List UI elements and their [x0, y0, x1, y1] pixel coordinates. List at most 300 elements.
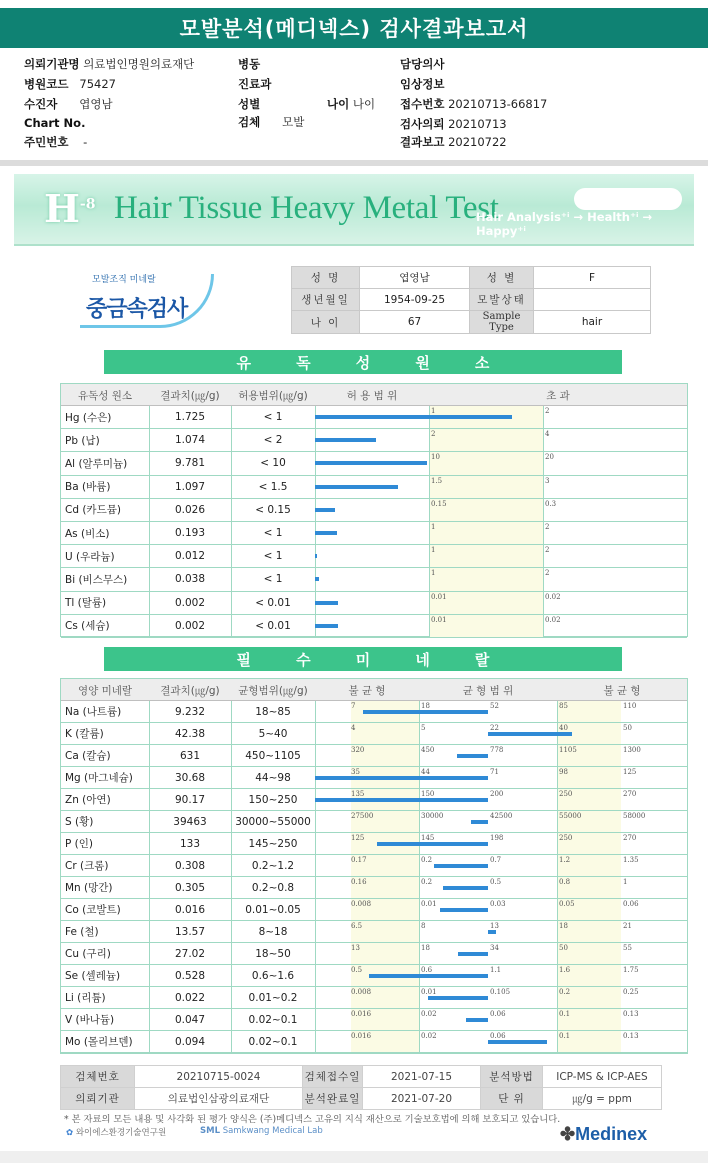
unit-label: 단 위: [481, 1088, 543, 1110]
req-inst: 의료법인명원의료재단: [83, 57, 195, 71]
tick-label: 0.008: [351, 988, 372, 996]
result-bar: [315, 438, 376, 442]
tick-label: 0.016: [351, 1010, 372, 1018]
mineral-name: Ca (칼슘): [65, 750, 111, 762]
result-bar: [315, 776, 488, 780]
range-value: 0.2~1.2: [251, 859, 295, 872]
tick-label: 42500: [490, 812, 513, 820]
tick-label: 34: [490, 944, 499, 952]
report-title: 모발분석(메디넥스) 검사결과보고서: [0, 8, 708, 48]
unit: ㎍/g = ppm: [543, 1088, 662, 1110]
req-inst-label: 의뢰기관명: [24, 57, 80, 71]
mineral-table: [60, 678, 688, 1054]
banner-title: Hair Tissue Heavy Metal Test: [114, 190, 499, 226]
footer-table: [60, 1065, 662, 1110]
mineral-row: [61, 1009, 687, 1031]
toxic-row: [61, 592, 687, 615]
toxic-section-header: 유 독 성 원 소: [104, 350, 622, 374]
mineral-row: [61, 811, 687, 833]
method-label: 분석방법: [481, 1066, 543, 1088]
mineral-name: Li (리튬): [65, 992, 106, 1004]
toxic-row: [61, 429, 687, 452]
tick-label: 10: [431, 453, 440, 462]
result-bar: [443, 886, 488, 890]
result-value: 27.02: [174, 947, 206, 960]
tick-label: 2: [431, 430, 436, 439]
result-bar: [315, 554, 317, 558]
report-info: [0, 50, 708, 154]
mineral-row: [61, 767, 687, 789]
result-value: 0.094: [174, 1035, 206, 1048]
name-label: 성 명: [292, 267, 360, 289]
tick-label: 0.03: [490, 900, 506, 908]
tick-label: 270: [623, 834, 637, 842]
tick-label: 125: [351, 834, 365, 842]
mineral-name: Co (코발트): [65, 904, 121, 916]
mineral-row: [61, 899, 687, 921]
result-value: 39463: [173, 815, 207, 828]
element-name: Al (알루미늄): [65, 457, 128, 470]
tick-label: 7: [351, 702, 356, 710]
tick-label: 22: [490, 724, 499, 732]
range-value: 0.02~0.1: [248, 1035, 298, 1048]
tick-label: 44: [421, 768, 430, 776]
tick-label: 110: [623, 702, 637, 710]
req-org: 의료법인삼광의료재단: [135, 1088, 303, 1110]
dob-label: 생년월일: [292, 289, 360, 311]
tick-label: 2: [545, 546, 550, 555]
toxic-row: [61, 545, 687, 568]
medinex-icon: ✤: [560, 1124, 576, 1144]
result-bar: [471, 820, 488, 824]
result-value: 9.781: [174, 457, 206, 470]
mineral-row: [61, 877, 687, 899]
tick-label: 1: [623, 878, 628, 886]
patient-sample: hair: [534, 311, 651, 334]
tick-label: 1: [431, 546, 436, 555]
tick-label: 2: [545, 523, 550, 531]
banner-subtitle: Hair Analysis⁺ⁱ → Health⁺ⁱ → Happy⁺ⁱ: [476, 210, 653, 238]
tick-label: 0.2: [421, 878, 433, 886]
result-bar: [377, 842, 488, 846]
tick-label: 1.2: [559, 856, 571, 864]
sex-label: 성별: [238, 97, 261, 111]
request-date: 20210713: [448, 117, 507, 131]
toxic-row: [61, 452, 687, 475]
result-value: 0.308: [174, 859, 206, 872]
tick-label: 21: [623, 922, 632, 930]
tick-label: 0.5: [351, 966, 363, 974]
specimen-no: 20210715-0024: [135, 1066, 303, 1088]
tick-label: 0.2: [421, 856, 433, 864]
copyright-note: * 본 자료의 모든 내용 및 사각화 된 평가 양식은 (주)메디넥스 고유의 지식 재산으로 기술보호법에 의해 보호되고 있습니다.: [64, 1114, 561, 1125]
tick-label: 13: [351, 944, 360, 952]
element-name: Pb (납): [65, 434, 100, 447]
mineral-name: Zn (아연): [65, 794, 111, 806]
separator: [0, 160, 708, 166]
tick-label: 18: [421, 944, 430, 952]
patient-dob: 1954-09-25: [360, 289, 470, 311]
range-value: 150~250: [248, 793, 298, 806]
range-value: 5~40: [258, 727, 288, 740]
element-name: Tl (탈륨): [65, 597, 107, 610]
range-value: 450~1105: [245, 749, 301, 762]
tick-label: 1105: [559, 746, 577, 754]
element-name: U (우라늄): [65, 550, 115, 563]
tick-label: 0.17: [351, 856, 367, 864]
result-value: 9.232: [174, 705, 206, 718]
tick-label: 0.06: [490, 1010, 506, 1018]
brand-big: 중금속검사: [86, 297, 188, 322]
age-label: 나 이: [292, 311, 360, 334]
tick-label: 5: [421, 724, 426, 732]
tick-label: 778: [490, 746, 504, 754]
receipt-no-label: 접수번호: [400, 97, 445, 111]
tick-label: 13: [490, 922, 499, 930]
mineral-row: [61, 965, 687, 987]
tick-label: 0.2: [559, 988, 571, 996]
request-label: 검사의뢰: [400, 117, 445, 131]
tick-label: 0.01: [421, 900, 437, 908]
element-name: Cd (카드뮴): [65, 504, 121, 517]
receipt-no: 20210713-66817: [448, 97, 548, 111]
sample-label: Sample Type: [470, 311, 534, 334]
result-bar: [369, 974, 488, 978]
limit-value: < 0.01: [255, 619, 291, 632]
tick-label: 150: [421, 790, 435, 798]
limit-value: < 0.01: [255, 596, 291, 609]
result-value: 133: [179, 837, 201, 850]
result-bar: [440, 908, 488, 912]
id-value: -: [83, 135, 88, 149]
tick-label: 0.105: [490, 988, 511, 996]
result-bar: [434, 864, 488, 868]
element-name: Bi (비스무스): [65, 573, 128, 586]
tick-label: 0.1: [559, 1032, 571, 1040]
tick-label: 35: [351, 768, 360, 776]
tick-label: 0.6: [421, 966, 433, 974]
result-value: 0.012: [174, 550, 206, 563]
result-value: 42.38: [174, 727, 206, 740]
mineral-name: P (인): [65, 838, 94, 850]
tick-label: 6.5: [351, 922, 363, 930]
result-bar: [363, 710, 488, 714]
tick-label: 1300: [623, 746, 641, 754]
tick-label: 0.8: [559, 878, 571, 886]
limit-value: < 10: [260, 457, 286, 470]
mineral-name: V (바나듐): [65, 1014, 115, 1026]
tick-label: 20: [545, 453, 554, 462]
result-bar: [315, 508, 335, 512]
tick-label: 1: [431, 407, 436, 415]
range-value: 0.01~0.2: [248, 991, 298, 1004]
tick-label: 125: [623, 768, 637, 776]
result-bar: [315, 531, 337, 535]
toxic-table-header: 유독성 원소 결과치(㎍/g) 허용범위(㎍/g) 허 용 범 위 초 과: [61, 384, 687, 406]
tick-label: 27500: [351, 812, 374, 820]
element-name: Hg (수은): [65, 411, 112, 424]
hosp-code-label: 병원코드: [24, 77, 69, 91]
tick-label: 4: [351, 724, 356, 732]
result-value: 90.17: [174, 793, 206, 806]
received-label: 검체접수일: [303, 1066, 363, 1088]
result-value: 1.725: [174, 411, 206, 424]
result-bar: [315, 415, 512, 419]
tick-label: 8: [421, 922, 426, 930]
specimen-no-label: 검체번호: [61, 1066, 135, 1088]
result-bar: [466, 1018, 488, 1022]
tick-label: 0.016: [351, 1032, 372, 1040]
tick-label: 18: [559, 922, 568, 930]
sml-icon: SML: [200, 1126, 220, 1136]
tick-label: 4: [545, 430, 550, 439]
tick-label: 50: [623, 724, 632, 732]
result-bar: [315, 577, 319, 581]
mineral-row: [61, 701, 687, 723]
tick-label: 145: [421, 834, 435, 842]
mineral-name: Cr (크롬): [65, 860, 109, 872]
tick-label: 0.02: [545, 592, 561, 601]
org-samkwang: SML Samkwang Medical Lab: [200, 1126, 323, 1136]
tick-label: 198: [490, 834, 504, 842]
mineral-section-header: 필 수 미 네 랄: [104, 647, 622, 671]
result-bar: [315, 485, 398, 489]
clinical-label: 임상정보: [400, 77, 445, 91]
tick-label: 135: [351, 790, 365, 798]
result-bar: [488, 930, 496, 934]
hair-logo-icon: $H^{-8}$: [44, 186, 96, 231]
medinex-logo: ✤Medinex: [560, 1124, 648, 1144]
result-value: 1.074: [174, 434, 206, 447]
result-value: 0.002: [174, 619, 206, 632]
id-label: 주민번호: [24, 135, 69, 149]
patient-name: 엽영남: [360, 267, 470, 289]
specimen: 모발: [282, 115, 305, 129]
tick-label: 0.01: [431, 615, 447, 624]
tick-label: 0.02: [545, 615, 561, 624]
patient-table: [291, 266, 651, 334]
result-bar: [315, 461, 427, 465]
mineral-name: Mo (몰리브덴): [65, 1036, 133, 1048]
tick-label: 0.008: [351, 900, 372, 908]
mineral-row: [61, 987, 687, 1009]
tick-label: 58000: [623, 812, 646, 820]
tick-label: 0.5: [490, 878, 502, 886]
tick-label: 0.13: [623, 1010, 639, 1018]
mineral-table-header: 영양 미네랄 결과치(㎍/g) 균형범위(㎍/g) 불 균 형 균 형 범 위 불 균 형: [61, 679, 687, 701]
result-bar: [457, 754, 488, 758]
limit-value: < 1: [263, 527, 283, 540]
toxic-row: [61, 568, 687, 591]
ward-label: 병동: [238, 57, 261, 71]
tick-label: 0.3: [545, 499, 557, 508]
range-value: 44~98: [255, 771, 291, 784]
tick-label: 0.05: [559, 900, 575, 908]
tick-label: 0.02: [421, 1032, 437, 1040]
completed-date: 2021-07-20: [363, 1088, 481, 1110]
mineral-name: Mg (마그네슘): [65, 772, 133, 784]
tick-label: 270: [623, 790, 637, 798]
mineral-row: [61, 745, 687, 767]
brand-logo: [80, 270, 220, 334]
result-bar: [458, 952, 488, 956]
tick-label: 0.16: [351, 878, 367, 886]
mineral-row: [61, 723, 687, 745]
result-bar: [315, 601, 338, 605]
sex-label: 성 별: [470, 267, 534, 289]
result-bar: [488, 732, 572, 736]
range-value: 0.2~0.8: [251, 881, 295, 894]
result-value: 13.57: [174, 925, 206, 938]
tick-label: 50: [559, 944, 568, 952]
test-banner: [14, 174, 694, 246]
result-bar: [488, 1040, 547, 1044]
mineral-name: S (황): [65, 816, 94, 828]
result-value: 0.038: [174, 573, 206, 586]
limit-value: < 1: [263, 573, 283, 586]
tick-label: 52: [490, 702, 499, 710]
tick-label: 1: [431, 569, 436, 578]
tick-label: 1.1: [490, 966, 502, 974]
tick-label: 250: [559, 790, 573, 798]
tick-label: 1.5: [431, 476, 443, 485]
tick-label: 3: [545, 476, 550, 485]
tick-label: 2: [545, 569, 550, 578]
range-value: 145~250: [248, 837, 298, 850]
dept-label: 진료과: [238, 77, 272, 91]
mineral-row: [61, 833, 687, 855]
tick-label: 0.15: [431, 499, 447, 508]
result-value: 631: [179, 749, 201, 762]
result-value: 0.193: [174, 527, 206, 540]
toxic-row: [61, 476, 687, 499]
toxic-row: [61, 406, 687, 429]
result-value: 0.002: [174, 596, 206, 609]
range-value: 18~85: [255, 705, 291, 718]
tick-label: 0.06: [623, 900, 639, 908]
banner-pill: [574, 188, 682, 210]
bottom-bar: [0, 1151, 708, 1163]
tick-label: 250: [559, 834, 573, 842]
mineral-row: [61, 789, 687, 811]
result-value: 0.047: [174, 1013, 206, 1026]
tick-label: 85: [559, 702, 568, 710]
range-value: 0.02~0.1: [248, 1013, 298, 1026]
toxic-table: [60, 383, 688, 637]
result-value: 0.528: [174, 969, 206, 982]
range-value: 18~50: [255, 947, 291, 960]
tick-label: 2: [545, 407, 550, 415]
hosp-code: 75427: [79, 77, 116, 91]
age-label: 나이: [327, 97, 350, 111]
received-date: 2021-07-15: [363, 1066, 481, 1088]
collector-label: 수진자: [24, 97, 58, 111]
limit-value: < 1: [263, 550, 283, 563]
mineral-name: Mn (망간): [65, 882, 113, 894]
tick-label: 55000: [559, 812, 582, 820]
age: 나이: [352, 97, 376, 111]
completed-label: 분석완료일: [303, 1088, 363, 1110]
limit-value: < 1.5: [258, 480, 288, 493]
mineral-name: Se (셀레늄): [65, 970, 121, 982]
result-bar: [428, 996, 488, 1000]
tick-label: 71: [490, 768, 499, 776]
mineral-name: Cu (구리): [65, 948, 111, 960]
tick-label: 450: [421, 746, 435, 754]
tick-label: 55: [623, 944, 632, 952]
tick-label: 0.7: [490, 856, 502, 864]
brand-small: 모발조직 미네랄: [92, 275, 156, 285]
result-bar: [315, 798, 488, 802]
element-name: Ba (바륨): [65, 481, 111, 494]
tick-label: 0.01: [421, 988, 437, 996]
mineral-name: K (칼륨): [65, 728, 104, 740]
tick-label: 200: [490, 790, 504, 798]
patient-age: 67: [360, 311, 470, 334]
tick-label: 0.25: [623, 988, 639, 996]
tick-label: 0.13: [623, 1032, 639, 1040]
limit-value: < 2: [263, 434, 283, 447]
tick-label: 1: [431, 523, 436, 531]
mineral-row: [61, 1031, 687, 1053]
mineral-name: Fe (철): [65, 926, 99, 938]
hair-label: 모발상태: [470, 289, 534, 311]
method: ICP-MS & ICP-AES: [543, 1066, 662, 1088]
tick-label: 1.75: [623, 966, 639, 974]
mineral-name: Na (나트륨): [65, 706, 122, 718]
result-value: 30.68: [174, 771, 206, 784]
limit-value: < 1: [263, 411, 283, 424]
tick-label: 98: [559, 768, 568, 776]
tick-label: 320: [351, 746, 365, 754]
mineral-row: [61, 855, 687, 877]
range-value: 8~18: [258, 925, 288, 938]
result-value: 0.016: [174, 903, 206, 916]
tick-label: 1.35: [623, 856, 639, 864]
org-ys: ✿ 와이에스환경기술연구원: [66, 1128, 167, 1138]
result-value: 0.305: [174, 881, 206, 894]
tick-label: 30000: [421, 812, 444, 820]
tick-label: 1.6: [559, 966, 571, 974]
chart-no-label: Chart No.: [24, 116, 86, 130]
mineral-row: [61, 921, 687, 943]
limit-value: < 0.15: [255, 503, 291, 516]
tick-label: 40: [559, 724, 568, 732]
req-org-label: 의뢰기관: [61, 1088, 135, 1110]
result-value: 1.097: [174, 480, 206, 493]
tick-label: 0.01: [431, 592, 447, 601]
tick-label: 18: [421, 702, 430, 710]
tick-label: 0.02: [421, 1010, 437, 1018]
tick-label: 0.06: [490, 1032, 506, 1040]
range-value: 0.6~1.6: [251, 969, 295, 982]
toxic-row: [61, 522, 687, 545]
doctor-label: 담당의사: [400, 57, 445, 71]
collector: 엽영남: [79, 97, 113, 111]
toxic-row: [61, 615, 687, 638]
element-name: As (비소): [65, 527, 110, 540]
result-value: 0.022: [174, 991, 206, 1004]
tick-label: 0.1: [559, 1010, 571, 1018]
range-value: 0.01~0.05: [245, 903, 301, 916]
result-value: 0.026: [174, 503, 206, 516]
result-bar: [315, 624, 338, 628]
specimen-label: 검체: [238, 115, 261, 129]
toxic-row: [61, 499, 687, 522]
range-value: 30000~55000: [235, 815, 311, 828]
report-label: 결과보고: [400, 135, 445, 149]
mineral-row: [61, 943, 687, 965]
